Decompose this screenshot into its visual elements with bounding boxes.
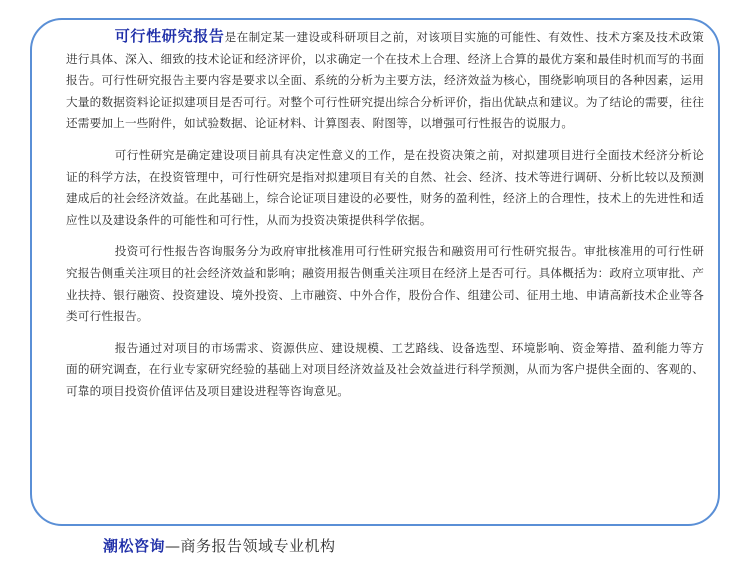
brand-tagline: —商务报告领域专业机构 <box>165 537 336 555</box>
paragraph-feasibility-study: 可行性研究是确定建设项目前具有决定性意义的工作，是在投资决策之前，对拟建项目进行全面技术经济分析论证的科学方法，在投资管理中，可行性研究是指对拟建项目有关的自然、社会、经济、技术等进行调研、分析比较以及预测建成后的社会经济效益。在此基础上，综合论证项目建设的必要性，财务的盈利性，经济上的合理性，技术上的先进性和适应性以及建设条件的可能性和可行性，从而为投资决策提供科学依据。 <box>66 147 704 227</box>
paragraph-report-scope: 报告通过对项目的市场需求、资源供应、建设规模、工艺路线、设备选型、环境影响、资金筹措、盈利能力等方面的研究调查，在行业专家研究经验的基础上对项目经济效益及社会效益进行科学预测，从而为客户提供全面的、客观的、可靠的项目投资价值评估及项目建设进程等咨询意见。 <box>66 340 704 398</box>
brand-name: 潮松咨询 <box>103 537 166 555</box>
report-title-highlight: 可行性研究报告 <box>114 27 225 45</box>
report-description-panel <box>30 18 720 526</box>
intro-paragraph <box>66 26 704 135</box>
paragraph-consulting-services: 投资可行性报告咨询服务分为政府审批核准用可行性研究报告和融资用可行性研究报告。审批核准用的可行性研究报告侧重关注项目的社会经济效益和影响；融资用报告侧重关注项目在经济上是否可行。具体概括为：政府立项审批、产业扶持、银行融资、投资建设、境外投资、上市融资、中外合作，股份合作、组建公司、征用土地、申请高新技术企业等各类可行性报告。 <box>66 244 704 324</box>
footer-brand-line <box>103 536 336 556</box>
intro-text: 是在制定某一建设或科研项目之前，对该项目实施的可能性、有效性、技术方案及技术政策进行具体、深入、细致的技术论证和经济评价，以求确定一个在技术上合理、经济上合算的最优方案和最佳时机而写的书面报告。可行性研究报告主要内容是要求以全面、系统的分析为主要方法，经济效益为核心，围绕影响项目的各种因素，运用大量的数据资料论证拟建项目是否可行。对整个可行性研究提出综合分析评价，指出优缺点和建议。为了结论的需要，往往还需要加上一些附件，如试验数据、论证材料、计算图表、附图等，以增强可行性报告的说服力。 <box>66 30 704 131</box>
